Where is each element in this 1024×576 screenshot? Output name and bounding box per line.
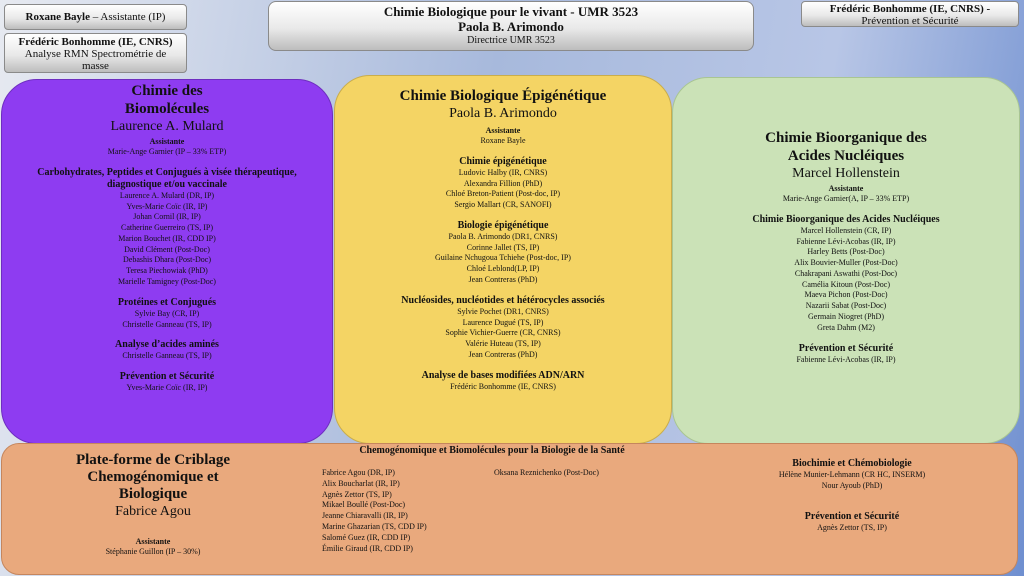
unit-title: Chimie Biologique pour le vivant - UMR 3523 xyxy=(383,4,639,19)
member-item: Agnès Zettor (TS, IP) xyxy=(817,522,887,532)
member-item: Nour Ayoub (PhD) xyxy=(821,480,883,490)
member-item: Alix Boucharlat (IR, IP) xyxy=(322,478,400,488)
section-title: Chimie Bioorganique des Acides Nucléiques xyxy=(752,213,940,225)
member-item: Teresa Piechowiak (PhD) xyxy=(126,266,208,276)
biomol-sections xyxy=(2,167,332,394)
member-item: Sophie Vichier-Guerre (CR, CNRS) xyxy=(445,328,561,338)
chemo-block xyxy=(302,445,682,553)
member-item: Frédéric Bonhomme (IE, CNRS) xyxy=(450,381,556,391)
bioorg-assistant-label: Assistante xyxy=(828,184,864,193)
unit-header xyxy=(268,1,754,51)
member-item: Harley Betts (Post-Doc) xyxy=(807,247,885,257)
member-item: Corinne Jallet (TS, IP) xyxy=(466,242,540,252)
member-item: Émilie Giraud (IR, CDD IP) xyxy=(322,543,413,553)
section-members xyxy=(2,383,332,394)
safety-box xyxy=(801,1,1019,27)
member-item: Sylvie Bay (CR, IP) xyxy=(134,308,200,318)
epig-title: Chimie Biologique Épigénétique xyxy=(399,88,607,104)
panel-platform xyxy=(1,443,1018,575)
section-title: Prévention et Sécurité xyxy=(119,371,215,383)
section-members xyxy=(335,168,671,211)
member-item: Salomé Guez (IR, CDD IP) xyxy=(322,532,411,542)
panel-biomolecules xyxy=(1,79,333,444)
member-item: Yves-Marie Coïc (IR, IP) xyxy=(126,201,208,211)
member-item: Fabienne Lévi-Acobas (IR, IP) xyxy=(796,236,896,246)
member-item: Jeanne Chiaravalli (IR, IP) xyxy=(322,511,408,521)
member-item: Fabienne Lévi-Acobas (IR, IP) xyxy=(796,354,896,364)
member-item: Chloé Breton-Patient (Post-doc, IP) xyxy=(445,189,561,199)
member-item: Fabrice Agou (DR, IP) xyxy=(322,468,395,477)
bioorg-assistant: Marie-Ange Garnier(A, IP – 33% ETP) xyxy=(782,194,910,203)
chemo-col2 xyxy=(494,468,599,479)
biochimie-block xyxy=(702,458,1002,533)
biomol-leader: Laurence A. Mulard xyxy=(110,119,224,134)
member-item: Mikael Boullé (Post-Doc) xyxy=(322,500,406,510)
platform-prevention-members xyxy=(702,523,1002,534)
member-item: Debashis Dhara (Post-Doc) xyxy=(123,255,211,265)
biomol-title-1: Chimie des xyxy=(131,83,203,99)
section-members xyxy=(2,309,332,331)
member-item: Maeva Pichon (Post-Doc) xyxy=(804,290,888,300)
section-title: Analyse d’acides aminés xyxy=(115,339,219,351)
rmn-name: Frédéric Bonhomme (IE, CNRS) xyxy=(18,36,173,48)
section-members xyxy=(335,232,671,286)
member-item: Marielle Tamigney (Post-Doc) xyxy=(118,277,216,287)
chemo-title: Chemogénomique et Biomolécules pour la Biologie de la Santé xyxy=(359,445,625,456)
member-item: Hélène Munier-Lehmann (CR HC, INSERM) xyxy=(778,470,926,479)
member-item: Valérie Huteau (TS, IP) xyxy=(465,339,541,349)
assistant-name: Roxane Bayle xyxy=(25,11,90,23)
section-title: Chimie épigénétique xyxy=(459,155,547,167)
member-item: Nazarii Sabat (Post-Doc) xyxy=(805,301,887,311)
assistant-role: – Assistante (IP) xyxy=(90,11,166,23)
section-title: Nucléosides, nucléotides et hétérocycles associés xyxy=(401,294,605,306)
platform-title-2: Chemogénomique et xyxy=(87,469,219,485)
panel-epigenetique xyxy=(334,75,672,444)
member-item: Johan Cornil (IR, IP) xyxy=(133,212,201,222)
member-item: Ludovic Halby (IR, CNRS) xyxy=(458,167,548,177)
biochimie-members xyxy=(702,470,1002,492)
platform-assistant: Stéphanie Guillon (IP – 30%) xyxy=(105,547,201,556)
section-members xyxy=(335,382,671,393)
member-item: Paola B. Arimondo (DR1, CNRS) xyxy=(448,231,558,241)
bioorg-title-2: Acides Nucléiques xyxy=(787,148,905,164)
member-item: Guilaine Nchugoua Tchiehe (Post-doc, IP) xyxy=(435,253,571,263)
member-item: Agnès Zettor (TS, IP) xyxy=(322,489,392,499)
section-title: Biologie épigénétique xyxy=(457,219,549,231)
platform-leader: Fabrice Agou xyxy=(115,504,191,519)
unit-director: Paola B. Arimondo xyxy=(458,19,564,34)
member-item: Yves-Marie Coïc (IR, IP) xyxy=(126,383,208,393)
platform-title-1: Plate-forme de Criblage xyxy=(75,452,231,468)
section-members xyxy=(673,226,1019,334)
member-item: Marcel Hollenstein (CR, IP) xyxy=(800,225,892,235)
chemo-col1 xyxy=(322,468,427,554)
bioorg-title-1: Chimie Bioorganique des xyxy=(765,130,927,146)
bioorg-leader: Marcel Hollenstein xyxy=(792,166,900,181)
biomol-assistant-label: Assistante xyxy=(149,137,185,146)
member-item: Marion Bouchet (IR, CDD IP) xyxy=(118,233,216,243)
section-members xyxy=(2,351,332,362)
member-item: Camélia Kitoun (Post-Doc) xyxy=(802,279,890,289)
member-item: Chloé Leblond(LP, IP) xyxy=(466,264,540,274)
panel-bioorganique xyxy=(672,77,1020,444)
section-members xyxy=(673,355,1019,366)
member-item: Chakrapani Aswathi (Post-Doc) xyxy=(794,268,898,278)
biochimie-title: Biochimie et Chémobiologie xyxy=(792,458,912,469)
safety-name: Frédéric Bonhomme (IE, CNRS) - xyxy=(829,3,991,15)
member-item: Marine Ghazarian (TS, CDD IP) xyxy=(322,521,427,531)
safety-role: Prévention et Sécurité xyxy=(861,15,959,27)
rmn-box xyxy=(4,33,187,73)
unit-director-title: Directrice UMR 3523 xyxy=(467,35,555,46)
section-title: Carbohydrates, Peptides et Conjugués à visée thérapeutique, diagnostique et/ou vaccinale xyxy=(37,166,297,190)
bioorg-sections xyxy=(673,214,1019,366)
rmn-role: Analyse RMN Spectrométrie de masse xyxy=(24,48,167,72)
member-item: Christelle Ganneau (TS, IP) xyxy=(122,351,212,361)
platform-title-3: Biologique xyxy=(118,486,188,502)
member-item: Alexandra Fillion (PhD) xyxy=(463,178,543,188)
platform-assistant-label: Assistante xyxy=(135,537,171,546)
epig-assistant-label: Assistante xyxy=(485,126,521,135)
epig-sections xyxy=(335,156,671,393)
member-item: Laurence Dugué (TS, IP) xyxy=(462,317,544,327)
section-members xyxy=(2,191,332,288)
member-item: Sylvie Pochet (DR1, CNRS) xyxy=(457,306,549,316)
platform-prevention-title: Prévention et Sécurité xyxy=(804,510,900,522)
epig-assistant: Roxane Bayle xyxy=(480,136,526,145)
section-members xyxy=(335,307,671,361)
member-item: Catherine Guerreiro (TS, IP) xyxy=(121,223,213,233)
member-item: David Clément (Post-Doc) xyxy=(124,244,210,254)
member-item: Laurence A. Mulard (DR, IP) xyxy=(119,190,215,200)
section-title: Protéines et Conjugués xyxy=(117,296,217,308)
member-item: Jean Contreras (PhD) xyxy=(468,350,538,360)
biomol-title-2: Biomolécules xyxy=(124,101,210,117)
member-item: Alix Bouvier-Muller (Post-Doc) xyxy=(794,258,898,268)
section-title: Analyse de bases modifiées ADN/ARN xyxy=(421,369,585,381)
member-item: Greta Dahm (M2) xyxy=(817,322,875,332)
member-item: Jean Contreras (PhD) xyxy=(468,275,538,285)
assistant-box xyxy=(4,4,187,30)
biomol-assistant: Marie-Ange Garnier (IP – 33% ETP) xyxy=(107,147,227,156)
epig-leader: Paola B. Arimondo xyxy=(449,106,557,121)
section-title: Prévention et Sécurité xyxy=(798,342,894,354)
platform-left xyxy=(8,452,298,558)
member-item: Oksana Reznichenko (Post-Doc) xyxy=(494,468,599,477)
member-item: Sergio Mallart (CR, SANOFI) xyxy=(454,200,552,210)
member-item: Germain Niogret (PhD) xyxy=(808,312,884,322)
member-item: Christelle Ganneau (TS, IP) xyxy=(122,319,212,329)
